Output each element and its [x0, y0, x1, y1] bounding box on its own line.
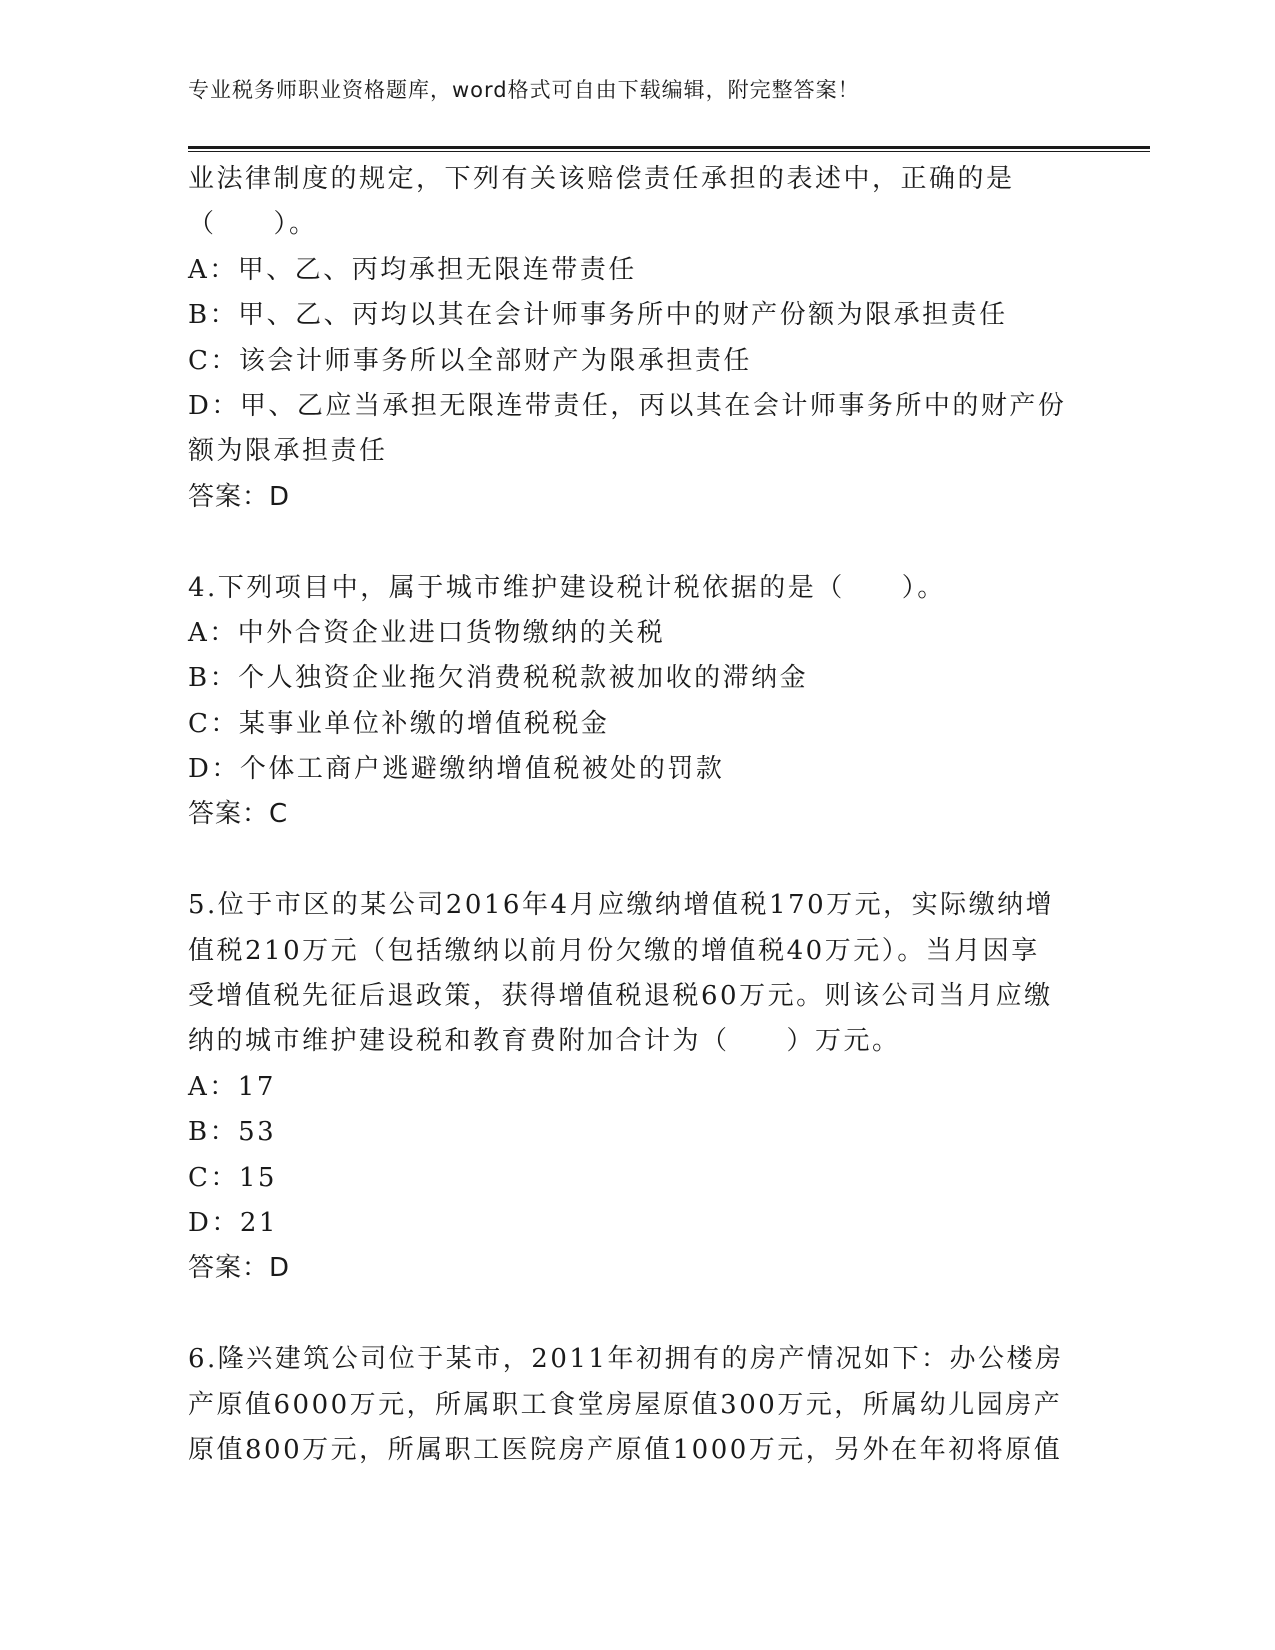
- question-stem-line: 纳的城市维护建设税和教育费附加合计为（ ）万元。: [188, 1026, 901, 1057]
- header-rule-thin: [188, 151, 1150, 152]
- spacer: [188, 520, 1088, 565]
- question-stem-line: 6.隆兴建筑公司位于某市，2011年初拥有的房产情况如下：办公楼房: [188, 1344, 1064, 1375]
- question-4: [188, 566, 1088, 838]
- option-d: D：21: [188, 1207, 278, 1238]
- question-stem-line: 4.下列项目中，属于城市维护建设税计税依据的是（ ）。: [188, 572, 946, 603]
- option-c: C：该会计师事务所以全部财产为限承担责任: [188, 345, 752, 376]
- question-stem-line: 产原值6000万元，所属职工食堂房屋原值300万元，所属幼儿园房产: [188, 1389, 1063, 1420]
- question-3: [188, 157, 1088, 520]
- header-rule-thick: [188, 146, 1150, 149]
- option-c: C：15: [188, 1162, 277, 1193]
- option-d: D：甲、乙应当承担无限连带责任，丙以其在会计师事务所中的财产份: [188, 390, 1067, 421]
- question-stem-line: 5.位于市区的某公司2016年4月应缴纳增值税170万元，实际缴纳增: [188, 890, 1055, 921]
- spacer: [188, 838, 1088, 883]
- answer: 答案：D: [188, 1253, 291, 1284]
- question-6: [188, 1337, 1088, 1473]
- option-d: D：个体工商户逃避缴纳增值税被处的罚款: [188, 754, 725, 785]
- question-5: [188, 883, 1088, 1292]
- question-stem-line: 值税210万元（包括缴纳以前月份欠缴的增值税40万元）。当月因享: [188, 935, 1040, 966]
- question-content: [188, 157, 1088, 1473]
- question-stem-line: 业法律制度的规定，下列有关该赔偿责任承担的表述中，正确的是: [188, 164, 1015, 194]
- option-a: A：甲、乙、丙均承担无限连带责任: [188, 254, 637, 285]
- option-b: B：个人独资企业拖欠消费税税款被加收的滞纳金: [188, 663, 809, 694]
- option-d-continued: 额为限承担责任: [188, 436, 388, 467]
- answer: 答案：D: [188, 481, 291, 512]
- option-a: A：中外合资企业进口货物缴纳的关税: [188, 617, 666, 648]
- question-stem-line: 受增值税先征后退政策，获得增值税退税60万元。则该公司当月应缴: [188, 981, 1053, 1012]
- option-a: A：17: [188, 1071, 276, 1102]
- question-stem-line: （ ）。: [188, 209, 318, 240]
- option-c: C：某事业单位补缴的增值税税金: [188, 708, 610, 739]
- question-stem-line: 原值800万元，所属职工医院房产原值1000万元，另外在年初将原值: [188, 1434, 1063, 1465]
- option-b: B：甲、乙、丙均以其在会计师事务所中的财产份额为限承担责任: [188, 300, 1008, 331]
- spacer: [188, 1292, 1088, 1337]
- option-b: B：53: [188, 1117, 277, 1148]
- answer: 答案：C: [188, 799, 289, 830]
- page-header: 专业税务师职业资格题库，word格式可自由下载编辑，附完整答案！: [188, 78, 860, 102]
